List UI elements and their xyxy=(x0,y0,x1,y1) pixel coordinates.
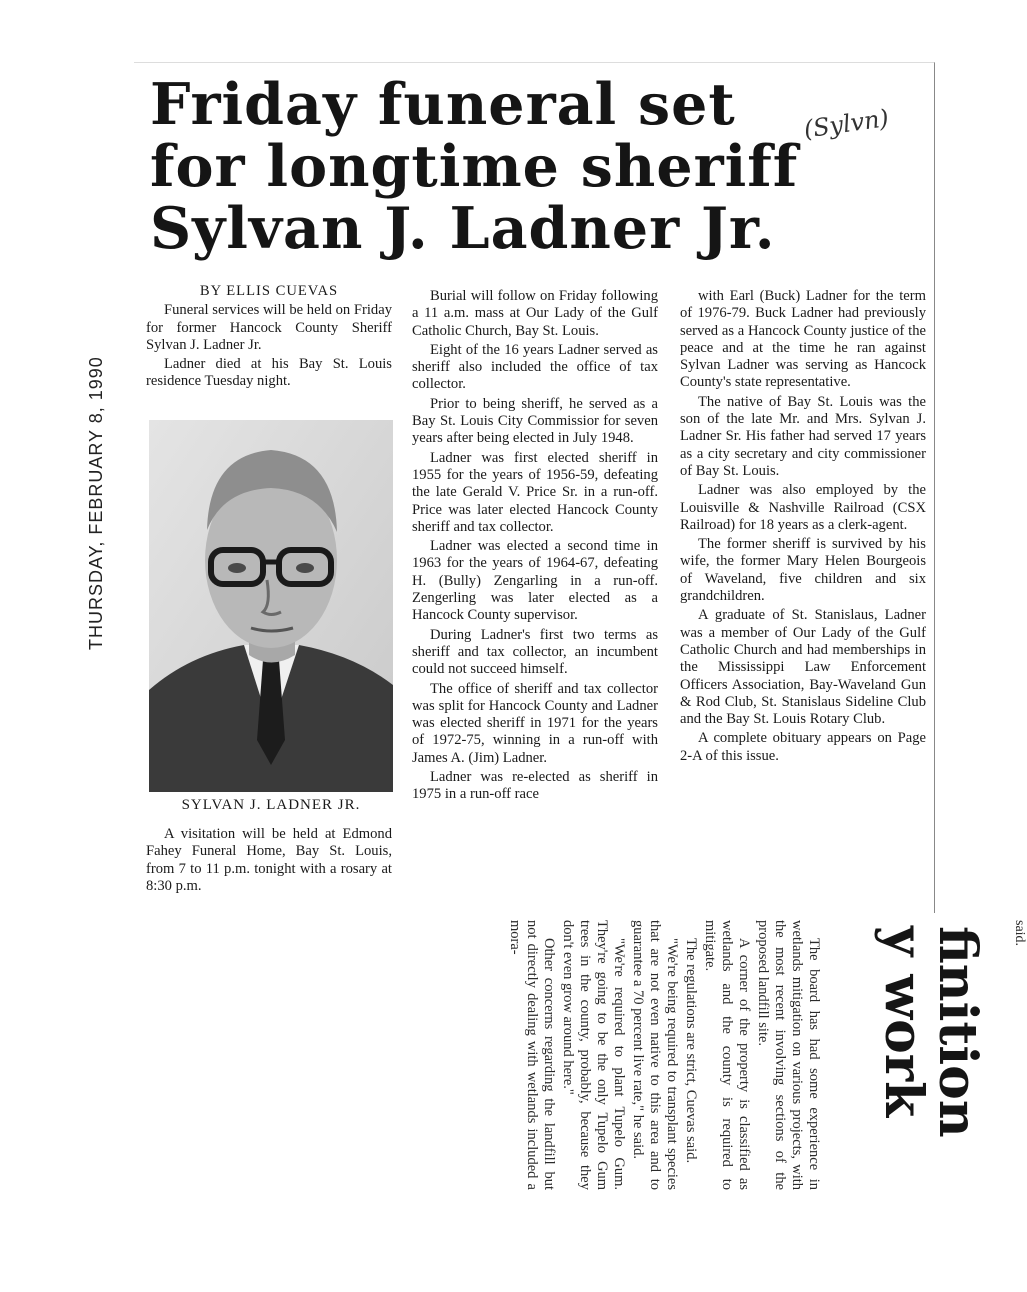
paragraph: Burial will follow on Friday following a 11 a.m. mass at Our Lady of the Gulf Catholic Church, Bay St. Louis. xyxy=(412,288,658,339)
rotated-headline-line-1: finition xyxy=(927,926,988,1138)
rotated-adjacent-article xyxy=(202,920,1027,1210)
paragraph: Other concerns regarding the landfill but not directly dealing with wetlands included a mora- xyxy=(507,920,557,1190)
article-column-2 xyxy=(412,288,658,806)
headline-line-1: Friday funeral set xyxy=(150,71,736,138)
paragraph: Funeral services will be held on Friday for former Hancock County Sheriff Sylvan J. Ladner Jr. xyxy=(146,302,392,353)
photo-caption: SYLVAN J. LADNER JR. xyxy=(181,797,361,813)
paragraph: During Ladner's first two terms as sheriff and tax collector, an incumbent could not succeed himself. xyxy=(412,626,658,678)
paragraph: Ladner was elected a second time in 1963 for the years of 1964-67, defeating H. (Bully) Zengarling in a run-off. Zengerling was later elected as a Hancock County supervisor. xyxy=(412,538,658,624)
paragraph: A graduate of St. Stanislaus, Ladner was a member of Our Lady of the Gulf Catholic Church and had memberships in the Mississippi Law Enforcement Officers Association, Bay-Waveland Gun & Rod Club, St. Stanislaus Sideline Club and the Bay St. Louis Rotary Club. xyxy=(680,607,926,728)
paragraph: The former sheriff is survived by his wife, the former Mary Helen Bourgeois of Waveland, five children and six grandchildren. xyxy=(680,536,926,605)
headline-line-2: for longtime sheriff xyxy=(150,133,799,200)
paragraph: Ladner was also employed by the Louisville & Nashville Railroad (CSX Railroad) for 18 years as a clerk-agent. xyxy=(680,482,926,533)
paragraph: Eight of the 16 years Ladner served as sheriff also included the office of tax collector. xyxy=(412,341,658,393)
paragraph: Ladner was first elected sheriff in 1955 for the years of 1956-59, defeating the late Gerald V. Price Sr. in a run-off. Price was later elected Hancock County sheriff and tax collector. xyxy=(412,449,658,535)
paragraph: Ladner was re-elected as sheriff in 1975 in a run-off race xyxy=(412,769,658,803)
byline: BY ELLIS CUEVAS xyxy=(199,283,339,299)
article-column-1 xyxy=(146,283,392,393)
paragraph: "We're required to plant Tupelo Gum. They're going to be the only Tupelo Gum trees in the county, probably, because they don't even grow around here." xyxy=(560,920,627,1190)
paragraph: The board has had some experience in wetlands mitigation on various projects, with the most recent involving sections of the proposed landfill site. xyxy=(755,920,822,1190)
headline-line-3: Sylvan J. Ladner Jr. xyxy=(150,195,776,262)
paragraph: A corner of the property is classified as wetlands and the county is required to mitigate. xyxy=(702,920,752,1190)
paragraph: A complete obituary appears on Page 2-A of this issue. xyxy=(680,730,926,764)
portrait-illustration xyxy=(149,420,393,792)
paragraph: Ladner died at his Bay St. Louis residence Tuesday night. xyxy=(146,356,392,390)
article-column-3 xyxy=(680,288,926,767)
paragraph: The office of sheriff and tax collector was split for Hancock County and Ladner was elected sheriff in 1971 for the years of 1972-75, winning in a run-off with James A. (Jim) Ladner. xyxy=(412,680,658,766)
paragraph: Prior to being sheriff, he served as a Bay St. Louis City Commissior for seven years after being elected in July 1948. xyxy=(412,395,658,447)
headline xyxy=(150,71,800,262)
visitation-paragraph xyxy=(146,826,392,897)
rotated-body xyxy=(504,920,822,1190)
paragraph: with Earl (Buck) Ladner for the term of 1976-79. Buck Ladner had previously served as a Hancock County justice of the peace and at the time he ran against Sylvan Ladner was serving as Hancock County's state representative. xyxy=(680,288,926,391)
rotated-said: said. xyxy=(1012,920,1027,947)
dateline: THURSDAY, FEBRUARY 8, 1990 xyxy=(86,356,106,650)
rotated-headline-line-2: y work xyxy=(873,926,934,1118)
paragraph: The regulations are strict, Cuevas said. xyxy=(683,938,699,1164)
portrait-photo xyxy=(149,420,393,792)
paragraph: "We're being required to transplant species that are not even native to this area and to guarantee a 70 percent live rate," he said. xyxy=(630,920,680,1190)
handwritten-note: (Sylvn) xyxy=(802,104,891,144)
rotated-headline xyxy=(873,926,988,1206)
paragraph: The native of Bay St. Louis was the son of the late Mr. and Mrs. Sylvan J. Ladner Sr. His father had served 17 years as a city secretary and city commissioner of Bay St. Louis. xyxy=(680,393,926,479)
paragraph: A visitation will be held at Edmond Fahey Funeral Home, Bay St. Louis, from 7 to 11 p.m. tonight with a rosary at 8:30 p.m. xyxy=(146,826,392,894)
